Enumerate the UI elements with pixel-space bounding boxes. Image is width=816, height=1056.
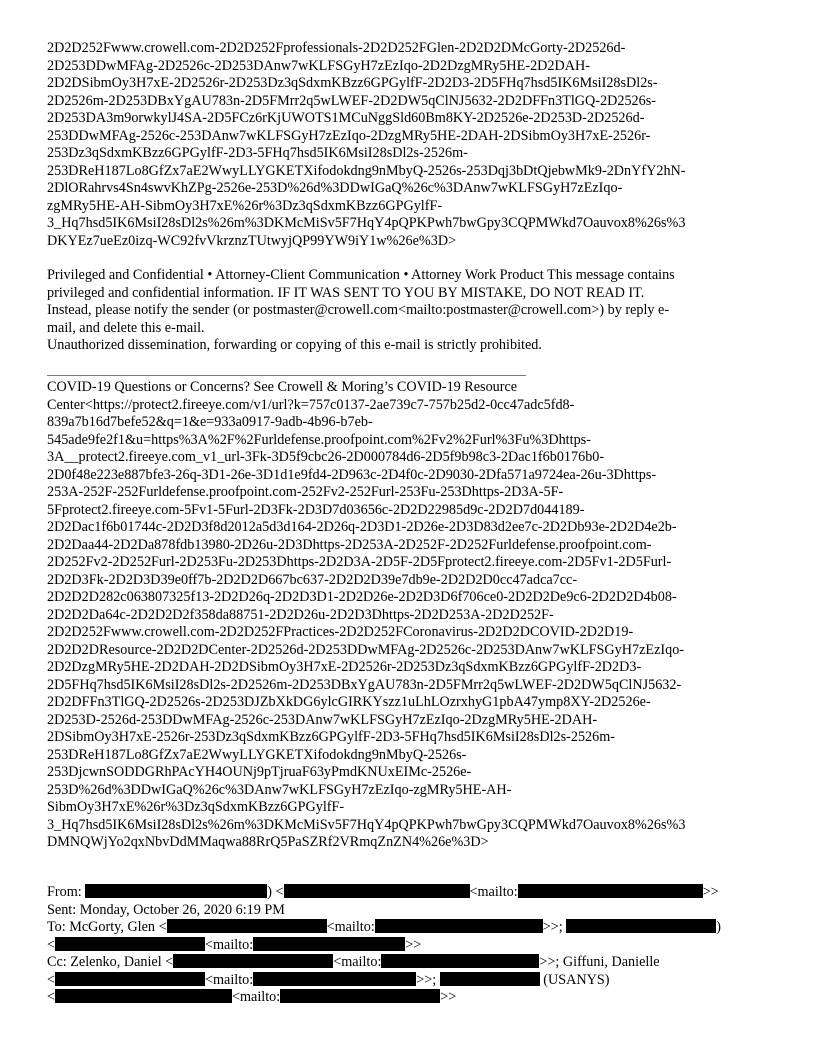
- separator: >>: [440, 989, 457, 1005]
- url-line: 2D2DSibmOy3H7xE-2D2526r-2D253Dz3qSdxmKBzz6GPGylfF-2D2D3-2D5FHq7hsd5IK6MsiI28sDl2s-: [47, 75, 658, 91]
- divider: [47, 375, 526, 376]
- to-line: [47, 919, 721, 937]
- covid-line: 2D2Dac1f6b01744c-2D2D3f8d2012a5d3d164-2D26q-2D3D1-2D26e-2D3D83d2ee7c-2D2Db93e-2D2D4e2b-: [47, 519, 677, 535]
- from-line: [47, 884, 719, 902]
- covid-line: 2D253D-2526d-253DDwMFAg-2526c-253DAnw7wKLFSGyH7zEzIqo-2DzgMRy5HE-2DAH-: [47, 711, 598, 728]
- redaction: [253, 937, 405, 951]
- cc-line-3: [47, 989, 456, 1007]
- redaction: [375, 919, 543, 933]
- redaction: [55, 972, 205, 986]
- covid-line: 253DReH187Lo8GfZx7aE2WwyLLYGKETXifodokdng9nMbyQ-2526s-: [47, 746, 467, 763]
- from-label: From:: [47, 884, 82, 900]
- url-line: 253Dz3qSdxmKBzz6GPGylfF-2D3-5FHq7hsd5IK6MsiI28sDl2s-2526m-: [47, 145, 468, 161]
- url-line: 253DDwMFAg-2526c-253DAnw7wKLFSGyH7zEzIqo-2DzgMRy5HE-2DAH-2DSibmOy3H7xE-2526r-: [47, 127, 651, 144]
- redaction: [253, 972, 416, 986]
- covid-line: 2D252Fv2-2D252Furl-2D253Fu-2D253Dhttps-2D2D3A-2D5F-2D5Fprotect2.fireeye.com-2D5Fv1-2D5Furl-: [47, 554, 672, 570]
- url-line: DKYEz7ueEz0izq-WC92fvVkrznzTUtwyjQP99YW9iY1w%26e%3D>: [47, 232, 457, 249]
- covid-line: 2D2DzgMRy5HE-2D2DAH-2D2DSibmOy3H7xE-2D2526r-2D253Dz3qSdxmKBzz6GPGylfF-2D2D3-: [47, 659, 642, 675]
- redaction: [55, 937, 205, 951]
- cc-line-2: [47, 972, 609, 990]
- covid-line: 253DjcwnSODDGRhPAcYH4OUNj9pTjruaF63yPmdKNUxEIMc-2526e-: [47, 764, 472, 780]
- separator: <: [47, 989, 56, 1005]
- separator: ): [716, 919, 722, 935]
- redaction: [280, 989, 440, 1003]
- redaction: [85, 884, 267, 898]
- covid-line: 5Fprotect2.fireeye.com-5Fv1-5Furl-2D3Fk-2D3D7d03656c-2D2D22985d9c-2D2D7d044189-: [47, 501, 585, 518]
- to-line-2: [47, 937, 421, 955]
- covid-line: DMNQWjYo2qxNbvDdMMaqwa88RrQ5PaSZRf2VRmqZnZN4%26e%3D>: [47, 834, 489, 850]
- mailto-text: <mailto:: [205, 971, 254, 988]
- redaction: [284, 884, 470, 898]
- covid-line: Center<https://protect2.fireeye.com/v1/url?k=757c0137-2ae739c7-757b25d2-0cc47adc5fd8-: [47, 396, 575, 413]
- covid-line: 253A-252F-252Furldefense.proofpoint.com-252Fv2-252Furl-253Fu-253Dhttps-2D3A-5F-: [47, 484, 564, 500]
- redaction: [381, 954, 539, 968]
- covid-line: SibmOy3H7xE%26r%3Dz3qSdxmKBzz6GPGylfF-: [47, 799, 345, 815]
- sent-line: Sent: Monday, October 26, 2020 6:19 PM: [47, 901, 285, 918]
- covid-line: COVID-19 Questions or Concerns? See Crowell & Moring’s COVID-19 Resource: [47, 379, 518, 395]
- covid-line: 3A__protect2.fireeye.com_v1_url-3Fk-3D5f9cbc26-2D000784d6-2D5f9b98c3-2Dac1f6b0176b0-: [47, 449, 605, 465]
- separator: >>: [405, 936, 422, 953]
- notice-line: Instead, please notify the sender (or postmaster@crowell.com<mailto:postmaster@crowell.com>) by reply e-: [47, 302, 670, 318]
- notice-line: mail, and delete this e-mail.: [47, 319, 205, 336]
- redaction: [173, 954, 333, 968]
- covid-line: 2D0f48e223e887bfe3-26q-3D1-26e-3D1d1e9fd4-2D963c-2D4f0c-2D9030-2Dfa571a9724ea-26u-3Dhttps-: [47, 466, 657, 483]
- to-prefix: To: McGorty, Glen <: [47, 919, 167, 935]
- url-line: 2D2526m-2D253DBxYgAU783n-2D5FMrr2q5wLWEF-2D2DW5qClNJ5632-2D2DFFn3TlGQ-2D2526s-: [47, 92, 656, 109]
- redaction: [167, 919, 327, 933]
- mailto-text: <mailto:: [469, 884, 518, 900]
- mailto-text: <mailto:: [333, 954, 382, 970]
- url-line: 3_Hq7hsd5IK6MsiI28sDl2s%26m%3DKMcMiSv5F7HqY4pQPKPwh7bwGpy3CQPMWkd7Oauvox8%26s%3: [47, 215, 686, 231]
- covid-line: 839a7b16d7befe52&q=1&e=933a0917-9adb-4b96-b7eb-: [47, 414, 373, 430]
- mailto-text: <mailto:: [205, 936, 254, 953]
- covid-line: 545ade9fe2f1&u=https%3A%2F%2Furldefense.proofpoint.com%2Fv2%2Furl%3Fu%3Dhttps-: [47, 431, 591, 448]
- covid-line: 2D2D3Fk-2D2D3D39e0ff7b-2D2D2D667bc637-2D2D2D39e7db9e-2D2D2D0cc47adca7cc-: [47, 571, 578, 588]
- mailto-text: <mailto:: [326, 919, 375, 935]
- url-line: 2D2D252Fwww.crowell.com-2D2D252Fprofessionals-2D2D252FGlen-2D2D2DMcGorty-2D2526d-: [47, 40, 626, 56]
- redaction: [440, 972, 540, 986]
- covid-line: 2D2D2D282c063807325f13-2D2D26q-2D2D3D1-2D2D26e-2D2D3D6f706ce0-2D2D2De9c6-2D2D2D4b08-: [47, 589, 677, 605]
- covid-line: 2DSibmOy3H7xE-2526r-253Dz3qSdxmKBzz6GPGylfF-2D3-5FHq7hsd5IK6MsiI28sDl2s-2526m-: [47, 729, 615, 745]
- covid-line: 2D2Daa44-2D2Da878fdb13980-2D26u-2D3Dhttps-2D253A-2D252F-2D252Furldefense.proofpoint.com-: [47, 536, 652, 553]
- redaction: [518, 884, 703, 898]
- separator: <: [47, 971, 56, 988]
- url-line: 2D253DA3m9orwkylJ4SA-2D5FCz6rKjUWOTS1MCuNggSld60Bm8KY-2D2526e-2D253D-2D2526d-: [47, 110, 645, 126]
- redaction: [55, 989, 232, 1003]
- mailto-text: <mailto:: [232, 989, 281, 1005]
- agency-tag: (USANYS): [543, 971, 610, 988]
- notice-line: Unauthorized dissemination, forwarding or copying of this e-mail is strictly prohibited.: [47, 337, 542, 353]
- separator: <: [47, 936, 56, 953]
- notice-line: privileged and confidential information. IF IT WAS SENT TO YOU BY MISTAKE, DO NOT READ IT.: [47, 284, 645, 301]
- covid-line: 2D2D252Fwww.crowell.com-2D2D252FPractices-2D2D252FCoronavirus-2D2D2DCOVID-2D2D19-: [47, 624, 634, 640]
- cc-prefix: Cc: Zelenko, Daniel <: [47, 954, 174, 970]
- redaction: [566, 919, 716, 933]
- url-line: 2D253DDwMFAg-2D2526c-2D253DAnw7wKLFSGyH7zEzIqo-2D2DzgMRy5HE-2D2DAH-: [47, 57, 590, 74]
- covid-line: 2D2D2Da64c-2D2D2D2f358da88751-2D2D26u-2D2D3Dhttps-2D2D253A-2D2D252F-: [47, 606, 554, 623]
- url-line: 253DReH187Lo8GfZx7aE2WwyLLYGKETXifodokdng9nMbyQ-2526s-253Dqj3bDtQjebwMk9-2DnYfY2hN-: [47, 162, 686, 179]
- covid-line: 3_Hq7hsd5IK6MsiI28sDl2s%26m%3DKMcMiSv5F7HqY4pQPKPwh7bwGpy3CQPMWkd7Oauvox8%26s%3: [47, 816, 686, 833]
- separator: >>;: [542, 919, 563, 935]
- separator: ) <: [267, 884, 284, 900]
- covid-line: 253D%26d%3DDwIGaQ%26c%3DAnw7wKLFSGyH7zEzIqo-zgMRy5HE-AH-: [47, 781, 512, 798]
- cc-giffuni: >>; Giffuni, Danielle: [539, 954, 660, 970]
- covid-line: 2D5FHq7hsd5IK6MsiI28sDl2s-2D2526m-2D253DBxYgAU783n-2D5FMrr2q5wLWEF-2D2DW5qClNJ5632-: [47, 676, 682, 693]
- cc-line: [47, 954, 660, 972]
- separator: >>;: [416, 971, 437, 988]
- covid-line: 2D2DFFn3TlGQ-2D2526s-2D253DJZbXkDG6ylcGIRKYszz1uLhLOzrxhyG1pbA47ymp8XY-2D2526e-: [47, 694, 651, 710]
- url-line: zgMRy5HE-AH-SibmOy3H7xE%26r%3Dz3qSdxmKBzz6GPGylfF-: [47, 197, 443, 214]
- covid-line: 2D2D2DResource-2D2D2DCenter-2D2526d-2D253DDwMFAg-2D2526c-2D253DAnw7wKLFSGyH7zEzIqo-: [47, 641, 685, 658]
- notice-line: Privileged and Confidential • Attorney-Client Communication • Attorney Work Product This message contains: [47, 267, 675, 283]
- separator: >>: [702, 884, 719, 900]
- url-line: 2DlORahrvs4Sn4swvKhZPg-2526e-253D%26d%3DDwIGaQ%26c%3DAnw7wKLFSGyH7zEzIqo-: [47, 180, 623, 196]
